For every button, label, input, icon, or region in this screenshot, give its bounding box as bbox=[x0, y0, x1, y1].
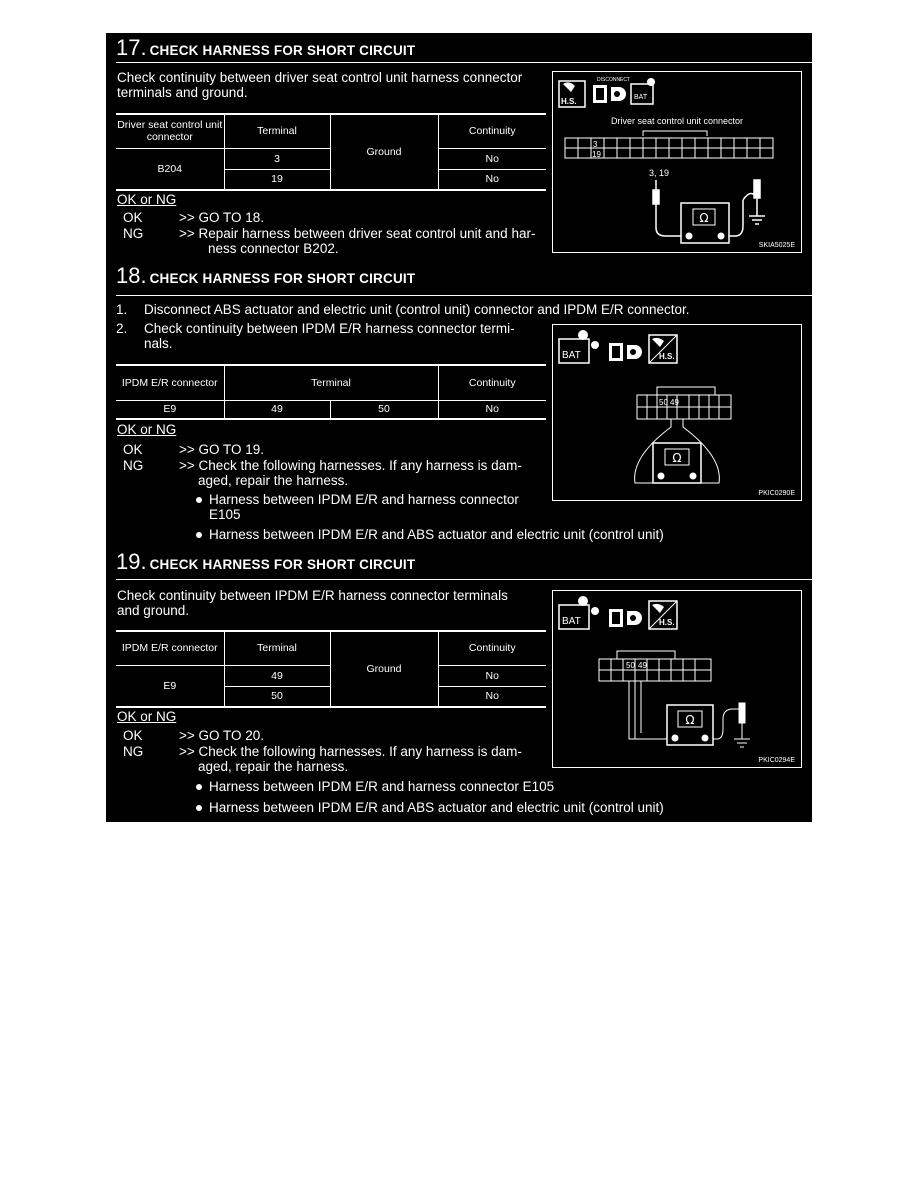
step-title: CHECK HARNESS FOR SHORT CIRCUIT bbox=[149, 557, 416, 572]
result-text: aged, repair the harness. bbox=[198, 759, 349, 774]
ohm-symbol: Ω bbox=[672, 451, 682, 465]
continuity-cell: No bbox=[438, 400, 546, 419]
terminal-cell: 49 bbox=[224, 665, 330, 686]
hs-label: H.S. bbox=[659, 352, 675, 361]
table-header: Continuity bbox=[438, 114, 546, 148]
terminal-cell: 50 bbox=[330, 400, 438, 419]
result-text: ness connector B202. bbox=[208, 241, 339, 256]
instruction-line: Check continuity between IPDM E/R harness connector terminals bbox=[117, 588, 508, 603]
pin-label: 50 bbox=[626, 661, 635, 670]
item-number: 2. bbox=[116, 321, 128, 336]
bullet-text: E105 bbox=[209, 507, 241, 522]
table-header: Terminal bbox=[224, 114, 330, 148]
table-header: Driver seat control unit connector bbox=[116, 114, 224, 148]
harness-bullet bbox=[196, 779, 796, 795]
ground-cell: Ground bbox=[330, 114, 438, 190]
item-text: nals. bbox=[144, 336, 173, 351]
connector-disconnect-icon bbox=[609, 609, 642, 627]
figure-17 bbox=[552, 71, 802, 253]
instruction-line: Check continuity between driver seat control unit harness connector bbox=[117, 70, 523, 85]
figure-code: PKIC0294E bbox=[758, 757, 795, 764]
divider bbox=[116, 62, 812, 63]
pin-label: 49 bbox=[670, 398, 679, 407]
bullet-dot bbox=[196, 784, 202, 790]
pin-label: 19 bbox=[592, 150, 601, 159]
service-manual-page bbox=[106, 33, 812, 822]
step-number: 18. bbox=[116, 263, 147, 288]
wiring-diagram bbox=[553, 72, 801, 252]
step-19-results bbox=[123, 728, 553, 776]
step-17-instruction bbox=[117, 70, 557, 100]
result-text: >> Check the following harnesses. If any harness is dam- bbox=[179, 458, 522, 473]
bullet-text: Harness between IPDM E/R and ABS actuator and electric unit (control unit) bbox=[209, 527, 664, 542]
wiring-diagram bbox=[553, 591, 801, 767]
disconnect-label: DISCONNECT bbox=[597, 77, 631, 83]
ohm-symbol: Ω bbox=[685, 713, 695, 727]
result-key: OK bbox=[123, 210, 143, 225]
item-text: Disconnect ABS actuator and electric unit (control unit) connector and IPDM E/R connector. bbox=[144, 302, 690, 317]
continuity-table-18 bbox=[116, 364, 546, 420]
terminal-cell: 50 bbox=[224, 686, 330, 707]
connector-cell: E9 bbox=[116, 400, 224, 419]
step-19-heading bbox=[116, 549, 415, 579]
instruction-line: terminals and ground. bbox=[117, 85, 248, 100]
terminal-cell: 49 bbox=[224, 400, 330, 419]
pin-label: 3 bbox=[593, 140, 598, 149]
connector-disconnect-icon bbox=[609, 343, 642, 361]
result-key: NG bbox=[123, 744, 144, 759]
bullet-text: Harness between IPDM E/R and harness connector E105 bbox=[209, 779, 555, 794]
bullet-text: Harness between IPDM E/R and ABS actuator and electric unit (control unit) bbox=[209, 800, 664, 815]
terminal-cell: 19 bbox=[224, 169, 330, 190]
step-17-results bbox=[123, 210, 553, 260]
bat-label: BAT bbox=[562, 616, 581, 627]
bullet-dot bbox=[196, 497, 202, 503]
table-header: Continuity bbox=[438, 631, 546, 665]
instruction-line: and ground. bbox=[117, 603, 190, 618]
pin-label: 50 bbox=[659, 398, 668, 407]
figure-18 bbox=[552, 324, 802, 501]
harness-bullet bbox=[196, 527, 796, 543]
figure-19 bbox=[552, 590, 802, 768]
continuity-cell: No bbox=[438, 686, 546, 707]
harness-bullet bbox=[196, 800, 796, 816]
item-text: Check continuity between IPDM E/R harness connector termi- bbox=[144, 321, 515, 336]
bat-label: BAT bbox=[562, 350, 581, 361]
wiring-diagram bbox=[553, 325, 801, 500]
connector-cell: E9 bbox=[116, 665, 224, 707]
continuity-cell: No bbox=[438, 665, 546, 686]
result-text: >> GO TO 18. bbox=[179, 210, 265, 225]
terminal-cell: 3 bbox=[224, 148, 330, 169]
connector-cell: B204 bbox=[116, 148, 224, 190]
step-number: 17. bbox=[116, 35, 147, 60]
continuity-table-17 bbox=[116, 113, 546, 191]
step-18-results bbox=[123, 442, 553, 490]
connector-disconnect-icon bbox=[593, 85, 626, 103]
divider bbox=[116, 579, 812, 580]
table-header: IPDM E/R connector bbox=[116, 631, 224, 665]
bullet-dot bbox=[196, 532, 202, 538]
step-number: 19. bbox=[116, 549, 147, 574]
harness-bullet bbox=[196, 492, 546, 522]
bat-label: BAT bbox=[634, 94, 648, 101]
continuity-table-19 bbox=[116, 630, 546, 708]
ok-or-ng-label: OK or NG bbox=[117, 709, 177, 724]
table-header: Continuity bbox=[438, 365, 546, 400]
result-text: >> Repair harness between driver seat control unit and har- bbox=[179, 226, 536, 241]
hs-label: H.S. bbox=[561, 97, 577, 106]
probe-label: 3, 19 bbox=[649, 168, 670, 178]
continuity-cell: No bbox=[438, 169, 546, 190]
hs-label: H.S. bbox=[659, 618, 675, 627]
result-key: NG bbox=[123, 226, 144, 241]
continuity-cell: No bbox=[438, 148, 546, 169]
ok-or-ng-label: OK or NG bbox=[117, 192, 177, 207]
figure-caption: Driver seat control unit connector bbox=[610, 116, 744, 126]
step-title: CHECK HARNESS FOR SHORT CIRCUIT bbox=[149, 43, 416, 58]
result-key: OK bbox=[123, 728, 143, 743]
figure-code: PKIC0290E bbox=[758, 490, 795, 497]
ok-or-ng-label: OK or NG bbox=[117, 422, 177, 437]
step-17-heading bbox=[116, 35, 415, 65]
result-text: aged, repair the harness. bbox=[198, 473, 349, 488]
step-18-heading bbox=[116, 263, 415, 293]
step-18-item-2 bbox=[116, 321, 556, 353]
result-text: >> GO TO 20. bbox=[179, 728, 265, 743]
result-text: >> Check the following harnesses. If any harness is dam- bbox=[179, 744, 522, 759]
table-header: Terminal bbox=[224, 631, 330, 665]
result-text: >> GO TO 19. bbox=[179, 442, 265, 457]
result-key: OK bbox=[123, 442, 143, 457]
bullet-dot bbox=[196, 805, 202, 811]
ground-cell: Ground bbox=[330, 631, 438, 707]
figure-code: SKIA5025E bbox=[758, 242, 795, 249]
step-19-instruction bbox=[117, 588, 557, 618]
table-header: Terminal bbox=[224, 365, 438, 400]
result-key: NG bbox=[123, 458, 144, 473]
table-header: IPDM E/R connector bbox=[116, 365, 224, 400]
item-number: 1. bbox=[116, 302, 128, 317]
divider bbox=[116, 295, 812, 296]
bullet-text: Harness between IPDM E/R and harness connector bbox=[209, 492, 519, 507]
pin-label: 49 bbox=[638, 661, 647, 670]
step-title: CHECK HARNESS FOR SHORT CIRCUIT bbox=[149, 271, 416, 286]
ohm-symbol: Ω bbox=[699, 211, 709, 225]
